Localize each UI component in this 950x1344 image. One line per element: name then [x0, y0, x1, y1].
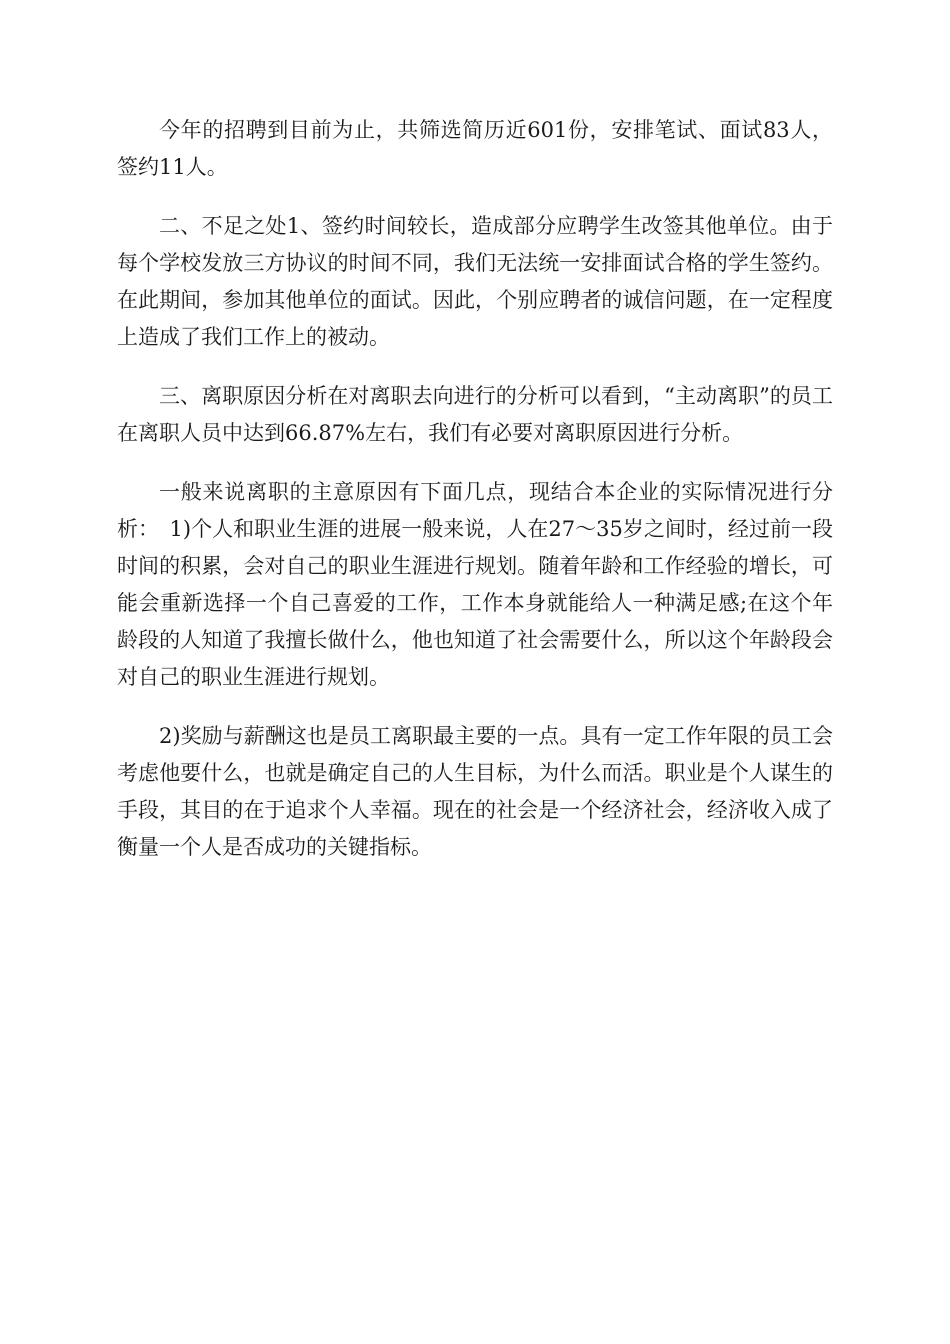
- paragraph-turnover-analysis: 三、离职原因分析在对离职去向进行的分析可以看到，“主动离职”的员工在离职人员中达到66.87%左右，我们有必要对离职原因进行分析。: [117, 384, 833, 445]
- paragraph-turnover-reasons: 一般来说离职的主意原因有下面几点，现结合本企业的实际情况进行分析： 1)个人和职业生涯的进展一般来说，人在27～35岁之间时，经过前一段时间的积累，会对自己的职业生涯进行规划。随着年龄和工作经验的增长，可能会重新选择一个自己喜爱的工作，工作本身就能给人一种满足感;在这个年龄段的人知道了我擅长做什么，他也知道了社会需要什么，所以这个年龄段会对自己的职业生涯进行规划。: [117, 480, 833, 689]
- paragraph-recruitment-summary: 今年的招聘到目前为止，共筛选简历近601份，安排笔试、面试83人，签约11人。: [117, 118, 833, 179]
- paragraph-shortcomings: 二、不足之处1、签约时间较长，造成部分应聘学生改签其他单位。由于每个学校发放三方协议的时间不同，我们无法统一安排面试合格的学生签约。在此期间，参加其他单位的面试。因此，个别应聘者的诚信问题，在一定程度上造成了我们工作上的被动。: [117, 214, 833, 349]
- document-body: [117, 112, 833, 888]
- paragraph-rewards-compensation: 2)奖励与薪酬这也是员工离职最主要的一点。具有一定工作年限的员工会考虑他要什么，也就是确定自己的人生目标，为什么而活。职业是个人谋生的手段，其目的在于追求个人幸福。现在的社会是一个经济社会，经济收入成了衡量一个人是否成功的关键指标。: [117, 724, 833, 859]
